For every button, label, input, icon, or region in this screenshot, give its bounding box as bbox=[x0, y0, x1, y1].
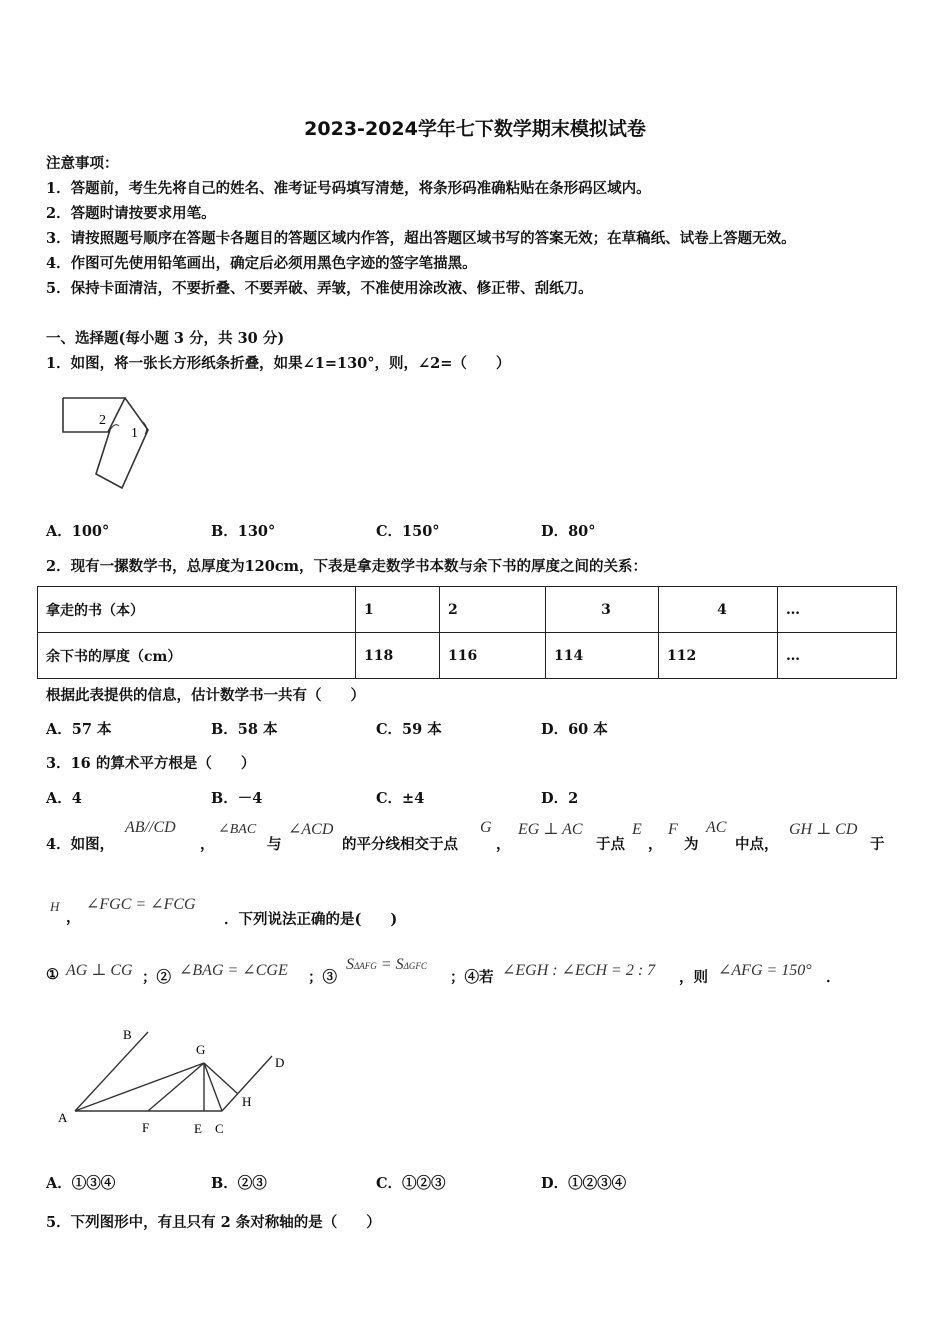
q4-option-a[interactable]: A．①③④ bbox=[46, 1175, 116, 1192]
q4-text-10: 于 bbox=[870, 836, 885, 853]
table-cell: 118 bbox=[356, 633, 440, 679]
q4-text-then: ，则 bbox=[679, 969, 708, 986]
q5-stem: 5．下列图形中，有且只有 2 条对称轴的是（ ） bbox=[46, 1214, 381, 1231]
q4-label-f: F bbox=[142, 1120, 150, 1135]
q3-option-b[interactable]: B．－4 bbox=[211, 790, 263, 807]
q4-math-parallel: AB//CD bbox=[125, 819, 176, 836]
table-row bbox=[38, 587, 897, 633]
q1-strip-folded bbox=[96, 398, 148, 488]
q4-math-point-f: F bbox=[668, 821, 678, 838]
q1-label-2: 2 bbox=[99, 413, 106, 428]
q4-figure bbox=[50, 1020, 300, 1145]
q2-option-c[interactable]: C．59 本 bbox=[376, 721, 442, 738]
table-cell: 116 bbox=[440, 633, 546, 679]
q3-option-d[interactable]: D．2 bbox=[541, 790, 579, 807]
q4-stmt-1-math: AG ⊥ CG bbox=[66, 962, 133, 979]
q4-option-c[interactable]: C．①②③ bbox=[376, 1175, 446, 1192]
q4-label-d: D bbox=[275, 1055, 285, 1070]
table-cell: 1 bbox=[356, 587, 440, 633]
q4-stmt-3-label: ；③ bbox=[308, 969, 337, 986]
q4-math-fgc-fcg: ∠FGC = ∠FCG bbox=[86, 896, 196, 913]
q1-option-b[interactable]: B．130° bbox=[211, 523, 276, 540]
q4-text-5: ， bbox=[496, 836, 511, 853]
q4-math-gh-perp-cd: GH ⊥ CD bbox=[789, 821, 858, 838]
q4-option-d[interactable]: D．①②③④ bbox=[541, 1175, 627, 1192]
q2-option-b[interactable]: B．58 本 bbox=[211, 721, 278, 738]
section-heading: 一、选择题(每小题 3 分，共 30 分) bbox=[46, 330, 285, 347]
q4-stmt-2-math: ∠BAG = ∠CGE bbox=[179, 962, 288, 979]
notice-item-3: 3．请按照题号顺序在答题卡各题目的答题区域内作答，超出答题区域书写的答案无效；在草稿纸、试卷上答题无效。 bbox=[46, 230, 796, 247]
q4-stmt-2-label: ；② bbox=[142, 969, 171, 986]
q4-area-s1-sub: ΔAFG bbox=[354, 961, 377, 971]
q4-stmt-1-label: ① bbox=[46, 966, 59, 983]
q4-stmt-4-result: ∠AFG = 150° bbox=[718, 962, 812, 979]
q4-line-gc bbox=[204, 1063, 222, 1111]
page-title: 2023-2024学年七下数学期末模拟试卷 bbox=[304, 118, 646, 140]
q4-label-a: A bbox=[58, 1110, 68, 1125]
q4-line-ag bbox=[75, 1063, 204, 1111]
q2-table bbox=[37, 586, 897, 679]
q1-option-c[interactable]: C．150° bbox=[376, 523, 440, 540]
q1-option-a[interactable]: A．100° bbox=[46, 523, 110, 540]
q4-stmt-4-label: ；④若 bbox=[450, 969, 494, 986]
table-cell: … bbox=[778, 633, 897, 679]
q2-option-d[interactable]: D．60 本 bbox=[541, 721, 608, 738]
q4-text-11: ， bbox=[66, 909, 81, 926]
q4-area-s1: S bbox=[346, 956, 354, 973]
q4-text-6: 于点 bbox=[596, 836, 625, 853]
q4-text-4: 的平分线相交于点 bbox=[342, 836, 458, 853]
q4-line-fg bbox=[148, 1063, 204, 1111]
q4-text-3: 与 bbox=[267, 836, 282, 853]
q4-line-ab bbox=[75, 1032, 148, 1111]
q4-math-angle-acd: ∠ACD bbox=[288, 821, 334, 838]
q2-option-a[interactable]: A．57 本 bbox=[46, 721, 112, 738]
q4-area-s2: S bbox=[395, 956, 404, 973]
table-cell: 2 bbox=[440, 587, 546, 633]
q3-option-a[interactable]: A．4 bbox=[46, 790, 82, 807]
notice-item-1: 1．答题前，考生先将自己的姓名、准考证号码填写清楚，将条形码准确粘贴在条形码区域内。 bbox=[46, 180, 651, 197]
q1-option-d[interactable]: D．80° bbox=[541, 523, 596, 540]
q4-text-9: 中点， bbox=[735, 836, 779, 853]
q4-area-s2-sub: ΔGFC bbox=[403, 961, 427, 971]
table-cell: … bbox=[778, 587, 897, 633]
q4-label-b: B bbox=[123, 1027, 132, 1042]
q2-stem: 2．现有一摞数学书，总厚度为120cm，下表是拿走数学书本数与余下书的厚度之间的关系： bbox=[46, 558, 648, 575]
q4-math-point-g: G bbox=[480, 819, 492, 836]
q4-text-1: 4．如图， bbox=[46, 836, 115, 853]
q1-figure bbox=[55, 392, 155, 492]
q4-label-c: C bbox=[215, 1121, 224, 1136]
q4-math-point-h: H bbox=[50, 899, 60, 914]
q2-question: 根据此表提供的信息，估计数学书一共有（ ） bbox=[46, 687, 365, 704]
q4-text-end: ． bbox=[826, 969, 841, 986]
q4-text-2: ， bbox=[200, 836, 215, 853]
q3-stem: 3．16 的算术平方根是（ ） bbox=[46, 755, 256, 772]
q1-strip-top bbox=[63, 398, 125, 432]
notice-item-5: 5．保持卡面清洁，不要折叠、不要弄破、弄皱，不准使用涂改液、修正带、刮纸刀。 bbox=[46, 280, 593, 297]
q3-option-c[interactable]: C．±4 bbox=[376, 790, 425, 807]
q4-text-12: ．下列说法正确的是( ) bbox=[224, 911, 398, 928]
table-row bbox=[38, 633, 897, 679]
table-cell: 余下书的厚度（cm） bbox=[38, 633, 356, 679]
q4-option-b[interactable]: B．②③ bbox=[211, 1175, 267, 1192]
q4-label-h: H bbox=[242, 1094, 252, 1109]
q4-math-angle-bac: ∠BAC bbox=[218, 822, 257, 837]
table-cell: 拿走的书（本） bbox=[38, 587, 356, 633]
q4-area-eq: = bbox=[376, 956, 396, 973]
q4-text-8: 为 bbox=[684, 836, 699, 853]
table-cell: 3 bbox=[546, 587, 659, 633]
table-cell: 4 bbox=[659, 587, 778, 633]
notice-item-2: 2．答题时请按要求用笔。 bbox=[46, 205, 216, 222]
table-cell: 114 bbox=[546, 633, 659, 679]
q1-stem: 1．如图，将一张长方形纸条折叠，如果∠1=130°，则，∠2=（ ） bbox=[46, 355, 511, 372]
q4-text-7: ， bbox=[648, 836, 663, 853]
notice-item-4: 4．作图可先使用铅笔画出，确定后必须用黑色字迹的签字笔描黑。 bbox=[46, 255, 477, 272]
notice-heading: 注意事项： bbox=[46, 155, 119, 172]
q4-math-eg-perp-ac: EG ⊥ AC bbox=[518, 821, 583, 838]
q4-label-e: E bbox=[194, 1121, 202, 1136]
q4-stmt-4-math: ∠EGH : ∠ECH = 2 : 7 bbox=[502, 962, 656, 979]
q4-math-ac: AC bbox=[706, 819, 727, 836]
q1-label-1: 1 bbox=[131, 426, 138, 441]
table-cell: 112 bbox=[659, 633, 778, 679]
q4-stmt-3-math bbox=[346, 956, 427, 974]
q4-math-point-e: E bbox=[632, 821, 642, 838]
q4-label-g: G bbox=[196, 1042, 206, 1057]
